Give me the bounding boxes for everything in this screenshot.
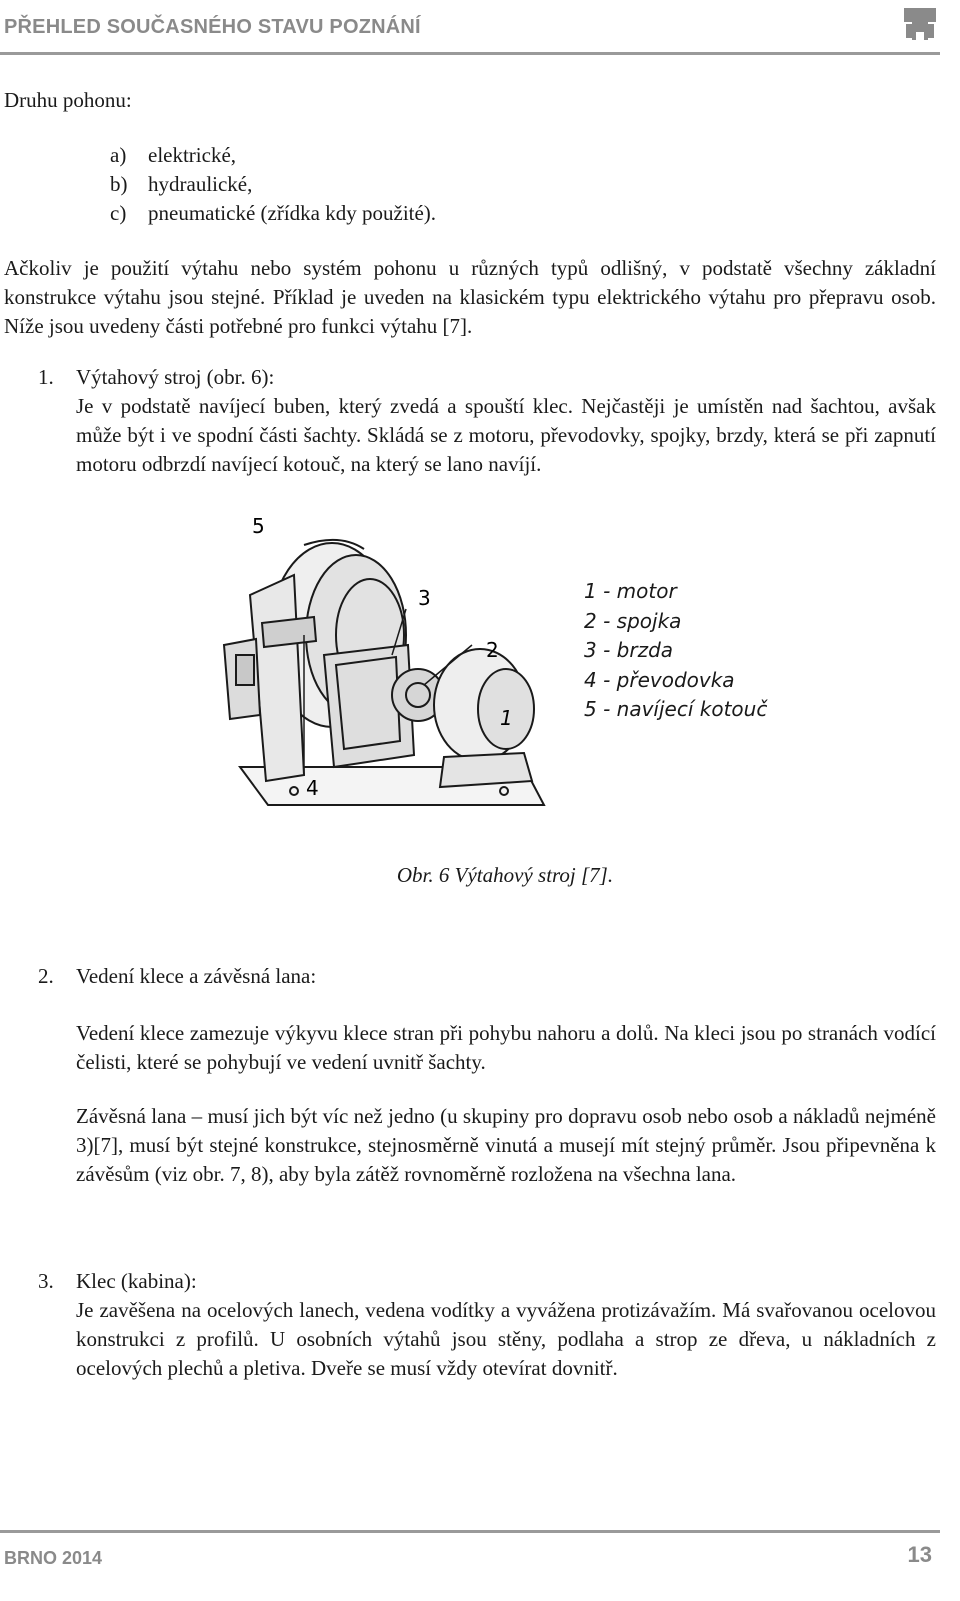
item-title: Vedení klece a závěsná lana: — [76, 964, 317, 988]
figure-hoist-machine — [4, 505, 936, 845]
item-number: 1. — [38, 365, 54, 389]
intro-paragraph: Ačkoliv je použití výtahu nebo systém pohonu u různých typů odlišný, v podstatě všechny základní konstrukce výtahu jsou stejné. Příklad je uveden na klasickém typu elektrického výtahu pro přepravu osob. Níže jsou uvedeny části potřebné pro funkci výtahu [7]. — [4, 256, 936, 338]
legend-item: 2 - spojka — [584, 608, 682, 633]
list-item — [110, 170, 936, 199]
list-text: hydraulické, — [148, 172, 253, 196]
drive-heading: Druhu pohonu: — [4, 88, 132, 112]
footer-location: BRNO 2014 — [4, 1548, 103, 1568]
item-text: Je zavěšena na ocelových lanech, vedena vodítky a vyvážena protizávažím. Má svařovanou ocelovou konstrukci z profilů. U osobních výtahů jsou stěny, podlaha a strop ze dřeva, u nákladních z ocelových plechů a pletiva. Dveře se musí vždy otevírat dovnitř. — [76, 1298, 936, 1380]
header-divider — [0, 52, 940, 55]
figure-legend — [584, 577, 767, 725]
legend-item: 4 - převodovka — [584, 667, 735, 692]
university-logo — [904, 8, 936, 40]
callout-1: 1 — [500, 706, 513, 730]
list-text: pneumatické (zřídka kdy použité). — [148, 201, 437, 225]
drive-type-list — [110, 141, 936, 228]
item-number: 3. — [38, 1269, 54, 1293]
section-item-1 — [4, 363, 936, 479]
page-header — [0, 8, 940, 48]
list-marker: b) — [110, 172, 128, 196]
callout-3: 3 — [418, 586, 431, 610]
legend-item: 1 - motor — [584, 579, 677, 603]
callout-2: 2 — [486, 638, 499, 662]
list-item — [110, 199, 936, 228]
page-number: 13 — [907, 1542, 932, 1567]
list-text: elektrické, — [148, 143, 237, 167]
figure-caption: Obr. 6 Výtahový stroj [7]. — [396, 863, 614, 887]
callout-5: 5 — [252, 514, 265, 538]
item-text: Vedení klece zamezuje výkyvu klece stran při pohybu nahoru a dolů. Na kleci jsou po stranách vodící čelisti, které se pohybují ve vedení uvnitř šachty. — [76, 1021, 936, 1074]
item-number: 2. — [38, 964, 54, 988]
page-content — [4, 86, 936, 1383]
hoist-machine-drawing — [4, 505, 564, 845]
section-item-3 — [4, 1267, 936, 1383]
item-title: Výtahový stroj (obr. 6): — [76, 365, 275, 389]
list-marker: c) — [110, 201, 127, 225]
legend-item: 5 - navíjecí kotouč — [584, 697, 768, 721]
footer-divider — [0, 1530, 940, 1533]
header-title: PŘEHLED SOUČASNÉHO STAVU POZNÁNÍ — [4, 16, 421, 38]
item-text: Závěsná lana – musí jich být víc než jedno (u skupiny pro dopravu osob nebo osob a nákladů nejméně 3)[7], musí být stejné konstrukce, stejnosměrně vinutá a musejí mít stejný průměr. Jsou připevněna k závěsům (viz obr. 7, 8), aby byla zátěž rovnoměrně rozložena na všechna lana. — [76, 1104, 936, 1186]
section-item-2 — [4, 962, 936, 1189]
item-title: Klec (kabina): — [76, 1269, 197, 1293]
list-marker: a) — [110, 143, 127, 167]
callout-4: 4 — [306, 776, 319, 800]
legend-item: 3 - brzda — [584, 638, 674, 662]
list-item — [110, 141, 936, 170]
item-text: Je v podstatě navíjecí buben, který zvedá a spouští klec. Nejčastěji je umístěn nad šachtou, avšak může být i ve spodní části šachty. Skládá se z motoru, převodovky, spojky, brzdy, která se při zapnutí motoru odbrzdí navíjecí kotouč, na který se lano navíjí. — [76, 394, 936, 476]
